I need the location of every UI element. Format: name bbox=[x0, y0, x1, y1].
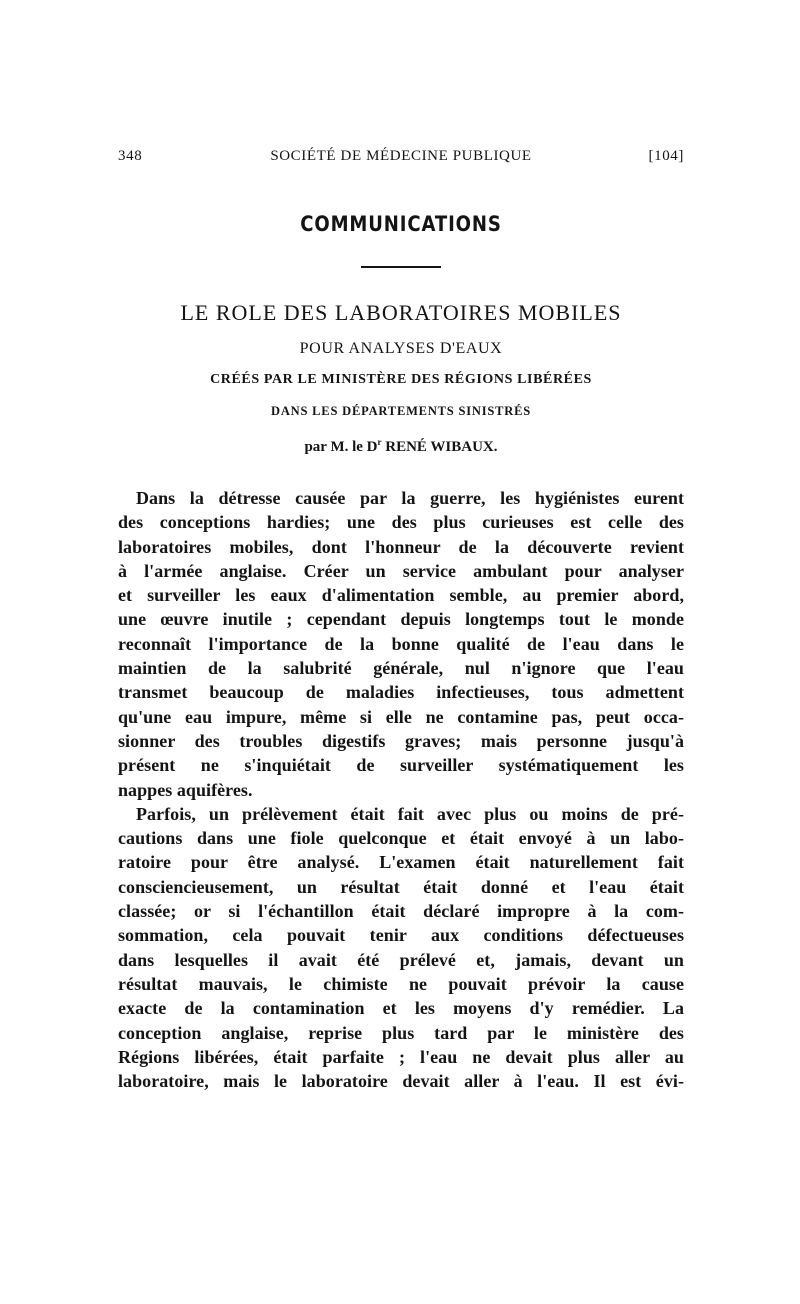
title-rule bbox=[361, 266, 441, 268]
text-line: qu'une eau impure, même si elle ne contamine pas, peut occa- bbox=[118, 706, 684, 727]
byline-author: RENÉ WIBAUX. bbox=[381, 439, 498, 455]
article-subtitle-2: CRÉÉS PAR LE MINISTÈRE DES RÉGIONS LIBÉRÉES bbox=[210, 372, 592, 387]
byline-superscript: r bbox=[377, 437, 382, 447]
text-line: dans lesquelles il avait été prélevé et, jamais, devant un bbox=[118, 949, 684, 970]
text-line: Dans la détresse causée par la guerre, les hygiénistes eurent bbox=[136, 488, 684, 508]
article-subtitle-3: DANS LES DÉPARTEMENTS SINISTRÉS bbox=[271, 404, 531, 418]
text-line: transmet beaucoup de maladies infectieuses, tous admettent bbox=[118, 682, 684, 703]
text-line: résultat mauvais, le chimiste ne pouvait prévoir la cause bbox=[118, 973, 684, 994]
text-line: Parfois, un prélèvement était fait avec plus ou moins de pré- bbox=[136, 803, 684, 824]
article-body bbox=[118, 486, 684, 1093]
text-line: et surveiller les eaux d'alimentation semble, au premier abord, bbox=[118, 585, 684, 606]
text-line: Régions libérées, était parfaite ; l'eau ne devait plus aller au bbox=[118, 1046, 684, 1067]
byline bbox=[118, 437, 684, 456]
paragraph bbox=[118, 486, 684, 802]
text-line: exacte de la contamination et les moyens d'y remédier. La bbox=[118, 998, 684, 1019]
running-head bbox=[118, 140, 684, 170]
paragraph bbox=[118, 802, 684, 1094]
article-subtitle-1: POUR ANALYSES D'EAUX bbox=[299, 340, 503, 357]
byline-prefix: par M. le D bbox=[304, 439, 378, 455]
text-line: laboratoire, mais le laboratoire devait aller à l'eau. Il est évi- bbox=[118, 1071, 684, 1092]
text-line: classée; or si l'échantillon était déclaré impropre à la com- bbox=[118, 901, 684, 922]
text-line: conception anglaise, reprise plus tard par le ministère des bbox=[118, 1022, 684, 1043]
page-number: 348 bbox=[118, 148, 143, 164]
article-title: LE ROLE DES LABORATOIRES MOBILES bbox=[180, 300, 622, 325]
text-line: des conceptions hardies; une des plus curieuses est celle des bbox=[118, 512, 684, 533]
text-line: laboratoires mobiles, dont l'honneur de la découverte revient bbox=[118, 536, 684, 557]
text-line: cautions dans une fiole quelconque et était envoyé à un labo- bbox=[118, 828, 684, 849]
text-line: une œuvre inutile ; cependant depuis longtemps tout le monde bbox=[118, 609, 684, 630]
text-line: à l'armée anglaise. Créer un service ambulant pour analyser bbox=[118, 560, 684, 581]
text-line: sommation, cela pouvait tenir aux conditions défectueuses bbox=[118, 925, 684, 946]
journal-title: SOCIÉTÉ DE MÉDECINE PUBLIQUE bbox=[270, 148, 532, 164]
text-line: reconnaît l'importance de la bonne qualité de l'eau dans le bbox=[118, 633, 684, 654]
document-page bbox=[118, 140, 684, 1093]
text-line: nappes aquifères. bbox=[118, 779, 253, 800]
text-line: maintien de la salubrité générale, nul n'ignore que l'eau bbox=[118, 658, 684, 679]
text-line: sionner des troubles digestifs graves; mais personne jusqu'à bbox=[118, 730, 684, 751]
text-line: ratoire pour être analysé. L'examen était naturellement fait bbox=[118, 852, 684, 873]
text-line: présent ne s'inquiétait de surveiller systématiquement les bbox=[118, 755, 684, 776]
page-reference: [104] bbox=[648, 148, 684, 164]
text-line: consciencieusement, un résultat était donné et l'eau était bbox=[118, 876, 684, 897]
section-heading: COMMUNICATIONS bbox=[300, 212, 502, 236]
